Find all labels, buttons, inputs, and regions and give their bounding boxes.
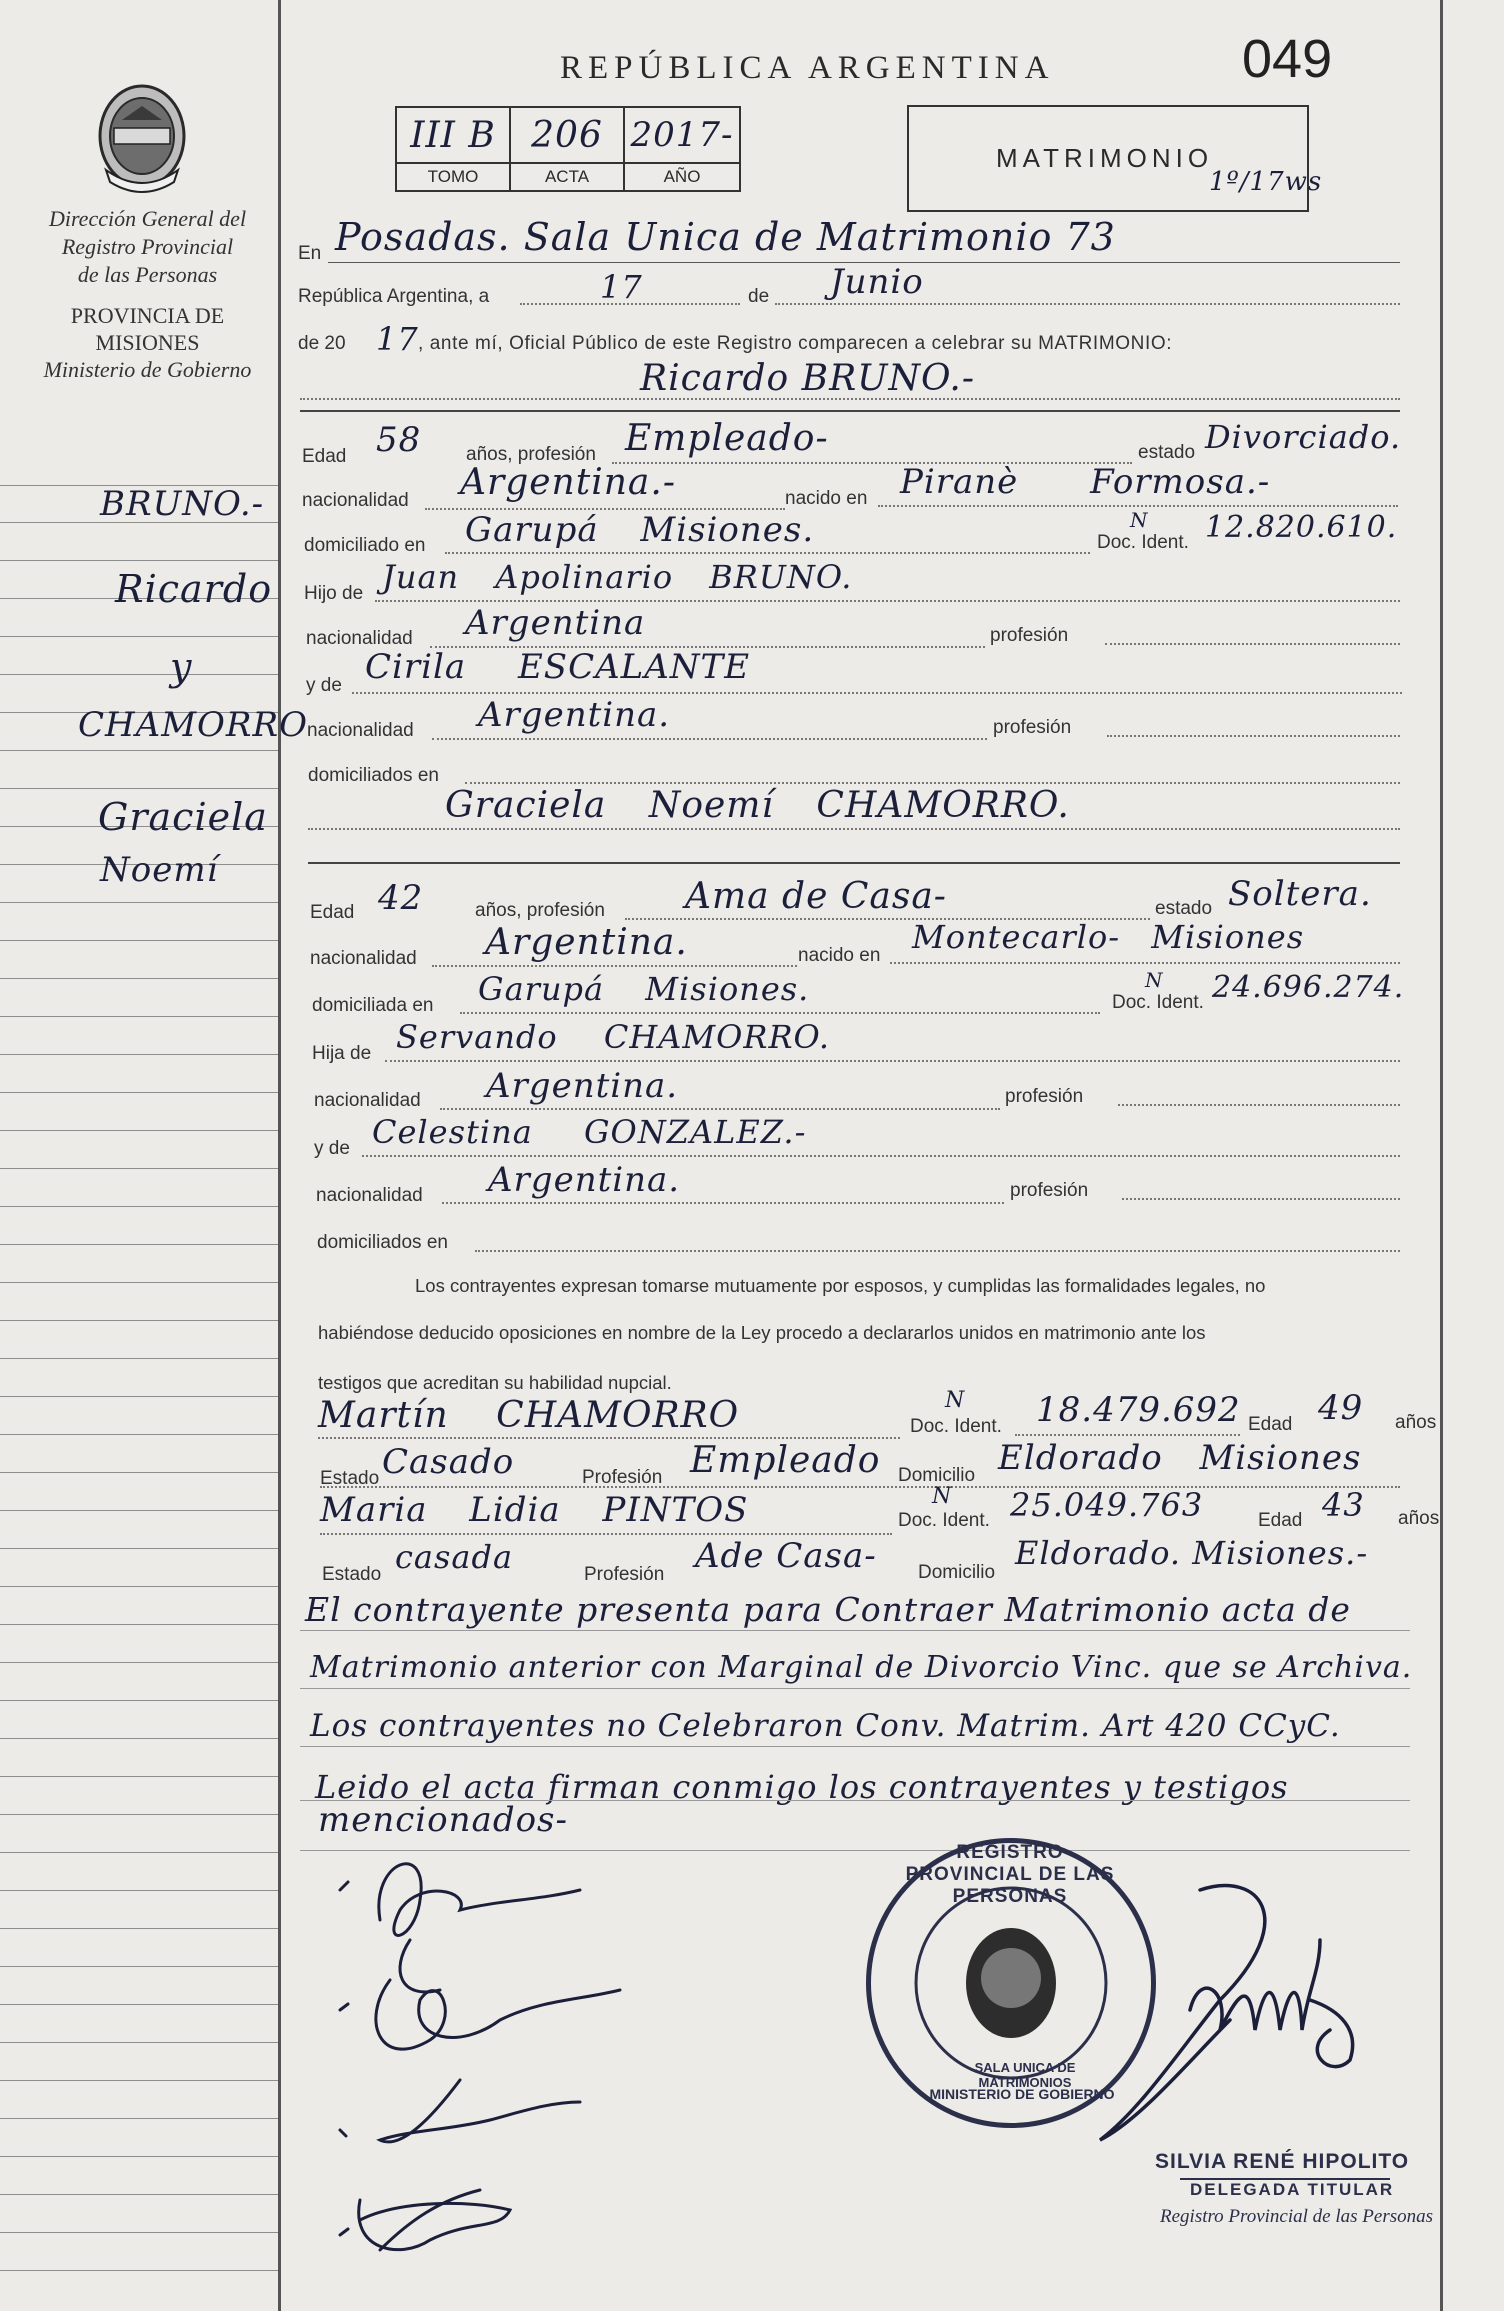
bride-mother: Celestina GONZALEZ.- bbox=[372, 1113, 807, 1151]
groom-father-nac-label: nacionalidad bbox=[306, 628, 413, 649]
groom-father: Juan Apolinario BRUNO. bbox=[382, 558, 853, 596]
witness2-profesion: Ade Casa- bbox=[695, 1536, 877, 1576]
note-line-1: El contrayente presenta para Contraer Matrimonio acta de bbox=[305, 1590, 1351, 1629]
signatures bbox=[320, 1840, 740, 2280]
sidebar-logo-caption bbox=[60, 200, 220, 201]
place-value: Posadas. Sala Unica de Matrimonio 73 bbox=[335, 215, 1116, 259]
tomo-value: III B bbox=[410, 114, 496, 156]
witness2-doc-label: Doc. Ident. bbox=[898, 1510, 990, 1531]
bride-father-prof-label: profesión bbox=[1005, 1086, 1084, 1107]
bride-name: Graciela Noemí CHAMORRO. bbox=[445, 785, 1070, 826]
bride-estado: Soltera. bbox=[1228, 874, 1372, 914]
groom-doc-label: Doc. Ident. bbox=[1097, 532, 1189, 553]
statement-line3: testigos que acreditan su habilidad nupcial. bbox=[318, 1372, 672, 1393]
record-type: MATRIMONIO bbox=[996, 143, 1214, 173]
bride-domiciliados-label: domiciliados en bbox=[317, 1232, 448, 1253]
record-index-table bbox=[395, 106, 741, 192]
witness1-edad: 49 bbox=[1318, 1388, 1364, 1428]
sidebar-line1: Dirección General del bbox=[48, 206, 247, 231]
bride-father-nac-label: nacionalidad bbox=[314, 1090, 421, 1111]
statement-line1: Los contrayentes expresan tomarse mutuamente por esposos, y cumplidas las formalidades legales, no bbox=[415, 1275, 1266, 1296]
witness2-doc-prefix: N bbox=[932, 1484, 953, 1509]
anio-label: AÑO bbox=[663, 167, 701, 186]
note-line-2: Matrimonio anterior con Marginal de Divorcio Vinc. que se Archiva. bbox=[310, 1650, 1413, 1685]
witness1-name: Martín CHAMORRO bbox=[318, 1395, 740, 1436]
bride-nacido: Montecarlo- Misiones bbox=[912, 918, 1305, 956]
bride-mother-nac: Argentina. bbox=[488, 1160, 681, 1200]
witness1-domicilio: Eldorado Misiones bbox=[998, 1438, 1362, 1478]
witness1-profesion: Empleado bbox=[690, 1440, 881, 1481]
seal-bottom-text: MINISTERIO DE GOBIERNO bbox=[929, 2086, 1115, 2102]
groom-father-prof-label: profesión bbox=[990, 625, 1069, 646]
groom-profesion: Empleado- bbox=[625, 418, 829, 459]
groom-mother: Cirila ESCALANTE bbox=[365, 647, 751, 687]
groom-domicilio: Garupá Misiones. bbox=[465, 510, 815, 550]
bride-anios-label: años, profesión bbox=[475, 900, 605, 921]
record-annotation: 1º/17ws bbox=[1209, 167, 1323, 197]
groom-doc: 12.820.610. bbox=[1205, 510, 1398, 545]
sidebar-name-3: y bbox=[170, 645, 193, 689]
witness2-estado: casada bbox=[395, 1538, 514, 1576]
sidebar-name-5: Graciela bbox=[98, 795, 268, 839]
anio-value: 2017- bbox=[630, 115, 734, 155]
republica-label: República Argentina, a bbox=[298, 286, 490, 307]
groom-mother-prof-label: profesión bbox=[993, 717, 1072, 738]
witness2-anios-label: años bbox=[1398, 1508, 1440, 1529]
sidebar-name-1: BRUNO.- bbox=[100, 484, 265, 524]
country-title: REPÚBLICA ARGENTINA bbox=[560, 50, 1055, 86]
witness2-estado-label: Estado bbox=[322, 1564, 382, 1585]
year-suffix: 17 bbox=[376, 320, 419, 358]
page-number: 049 bbox=[1242, 29, 1333, 89]
groom-yde-label: y de bbox=[306, 675, 342, 696]
bride-yde-label: y de bbox=[314, 1138, 350, 1159]
sidebar-name-4: CHAMORRO bbox=[78, 705, 308, 745]
witness1-estado-label: Estado bbox=[320, 1468, 380, 1489]
note-line-5: mencionados- bbox=[318, 1800, 568, 1840]
groom-mother-nac: Argentina. bbox=[478, 695, 671, 735]
official-office: Registro Provincial de las Personas bbox=[1160, 2206, 1434, 2227]
bride-domicilio: Garupá Misiones. bbox=[478, 970, 810, 1008]
sidebar-line3: de las Personas bbox=[77, 262, 218, 287]
groom-nacionalidad: Argentina.- bbox=[460, 462, 676, 503]
bride-domicilio-label: domiciliada en bbox=[312, 995, 434, 1016]
groom-anios-label: años, profesión bbox=[466, 444, 596, 465]
bride-estado-label: estado bbox=[1155, 898, 1213, 919]
official-name: SILVIA RENÉ HIPOLITO bbox=[1155, 2150, 1410, 2173]
witness2-edad-label: Edad bbox=[1258, 1510, 1303, 1531]
groom-domiciliados-label: domiciliados en bbox=[308, 765, 439, 786]
witness2-name: Maria Lidia PINTOS bbox=[320, 1490, 749, 1530]
seal-outer-text: REGISTRO PROVINCIAL DE LAS PERSONAS bbox=[905, 1842, 1115, 1907]
groom-father-nac: Argentina bbox=[465, 603, 646, 643]
bride-doc-prefix: N bbox=[1145, 968, 1164, 992]
groom-doc-prefix: N bbox=[1130, 508, 1149, 532]
bride-hija-label: Hija de bbox=[312, 1043, 372, 1064]
sidebar-line6: Ministerio de Gobierno bbox=[43, 357, 252, 382]
bride-edad: 42 bbox=[378, 878, 424, 918]
bride-father: Servando CHAMORRO. bbox=[396, 1018, 831, 1056]
sidebar-name-2: Ricardo bbox=[115, 567, 273, 611]
official-signature bbox=[1080, 1880, 1410, 2160]
en-label: En bbox=[298, 243, 322, 264]
note-line-3: Los contrayentes no Celebraron Conv. Matrim. Art 420 CCyC. bbox=[310, 1708, 1341, 1744]
bride-mother-nac-label: nacionalidad bbox=[316, 1185, 423, 1206]
witness1-edad-label: Edad bbox=[1248, 1414, 1293, 1435]
ante-text: , ante mí, Oficial Público de este Registro comparecen a celebrar su MATRIMONIO: bbox=[418, 333, 1173, 354]
witness2-domicilio-label: Domicilio bbox=[918, 1562, 996, 1583]
bride-father-nac: Argentina. bbox=[486, 1066, 679, 1106]
witness2-doc: 25.049.763 bbox=[1010, 1486, 1204, 1524]
right-margin-rule bbox=[1440, 0, 1443, 2311]
day-value: 17 bbox=[600, 268, 643, 306]
witness1-doc-prefix: N bbox=[945, 1388, 966, 1413]
bride-nacionalidad: Argentina. bbox=[485, 922, 688, 963]
groom-name: Ricardo BRUNO.- bbox=[640, 358, 976, 399]
groom-nac-label: nacionalidad bbox=[302, 490, 409, 511]
bride-mother-prof-label: profesión bbox=[1010, 1180, 1089, 1201]
sidebar-line5: MISIONES bbox=[95, 330, 200, 355]
bride-nacido-label: nacido en bbox=[798, 945, 881, 966]
record-type-box bbox=[907, 105, 1323, 212]
witness2-edad: 43 bbox=[1322, 1486, 1365, 1524]
groom-edad-label: Edad bbox=[302, 446, 347, 467]
witness1-doc-label: Doc. Ident. bbox=[910, 1416, 1002, 1437]
bride-doc: 24.696.274. bbox=[1212, 970, 1405, 1005]
acta-value: 206 bbox=[531, 114, 603, 156]
groom-mother-nac-label: nacionalidad bbox=[307, 720, 414, 741]
year-prefix: de 20 bbox=[298, 333, 346, 354]
tomo-label: TOMO bbox=[427, 167, 479, 186]
witness2-profesion-label: Profesión bbox=[584, 1564, 665, 1585]
groom-estado-label: estado bbox=[1138, 442, 1196, 463]
left-margin-rule bbox=[278, 0, 281, 2311]
month-value: Junio bbox=[830, 262, 924, 302]
groom-hijo-label: Hijo de bbox=[304, 583, 364, 604]
witness1-estado: Casado bbox=[382, 1442, 515, 1482]
note-line-4: Leido el acta firman conmigo los contrayentes y testigos bbox=[315, 1768, 1289, 1806]
de-label: de bbox=[748, 286, 770, 307]
official-title: DELEGADA TITULAR bbox=[1190, 2180, 1395, 2199]
acta-label: ACTA bbox=[544, 167, 590, 186]
bride-nac-label: nacionalidad bbox=[310, 948, 417, 969]
bride-doc-label: Doc. Ident. bbox=[1112, 992, 1204, 1013]
sidebar-line4: PROVINCIA DE bbox=[70, 303, 225, 328]
groom-edad: 58 bbox=[376, 420, 422, 460]
sidebar-name-6: Noemí bbox=[100, 850, 219, 890]
groom-domicilio-label: domiciliado en bbox=[304, 535, 426, 556]
witness1-domicilio-label: Domicilio bbox=[898, 1465, 976, 1486]
bride-profesion: Ama de Casa- bbox=[685, 876, 947, 917]
witness1-anios-label: años bbox=[1395, 1412, 1437, 1433]
sidebar-line2: Registro Provincial bbox=[61, 234, 234, 259]
bride-edad-label: Edad bbox=[310, 902, 355, 923]
statement-line2: habiéndose deducido oposiciones en nombre de la Ley procedo a declararlos unidos en matrimonio ante los bbox=[318, 1322, 1206, 1343]
witness1-profesion-label: Profesión bbox=[582, 1467, 663, 1488]
seal-inner-text: SALA UNICA DE MATRIMONIOS bbox=[974, 2060, 1076, 2090]
groom-estado: Divorciado. bbox=[1205, 418, 1402, 456]
witness1-doc: 18.479.692 bbox=[1036, 1390, 1241, 1430]
groom-nacido: Piranè Formosa.- bbox=[900, 462, 1271, 502]
province-logo bbox=[92, 78, 192, 198]
groom-nacido-label: nacido en bbox=[785, 488, 868, 509]
witness2-domicilio: Eldorado. Misiones.- bbox=[1015, 1534, 1369, 1572]
